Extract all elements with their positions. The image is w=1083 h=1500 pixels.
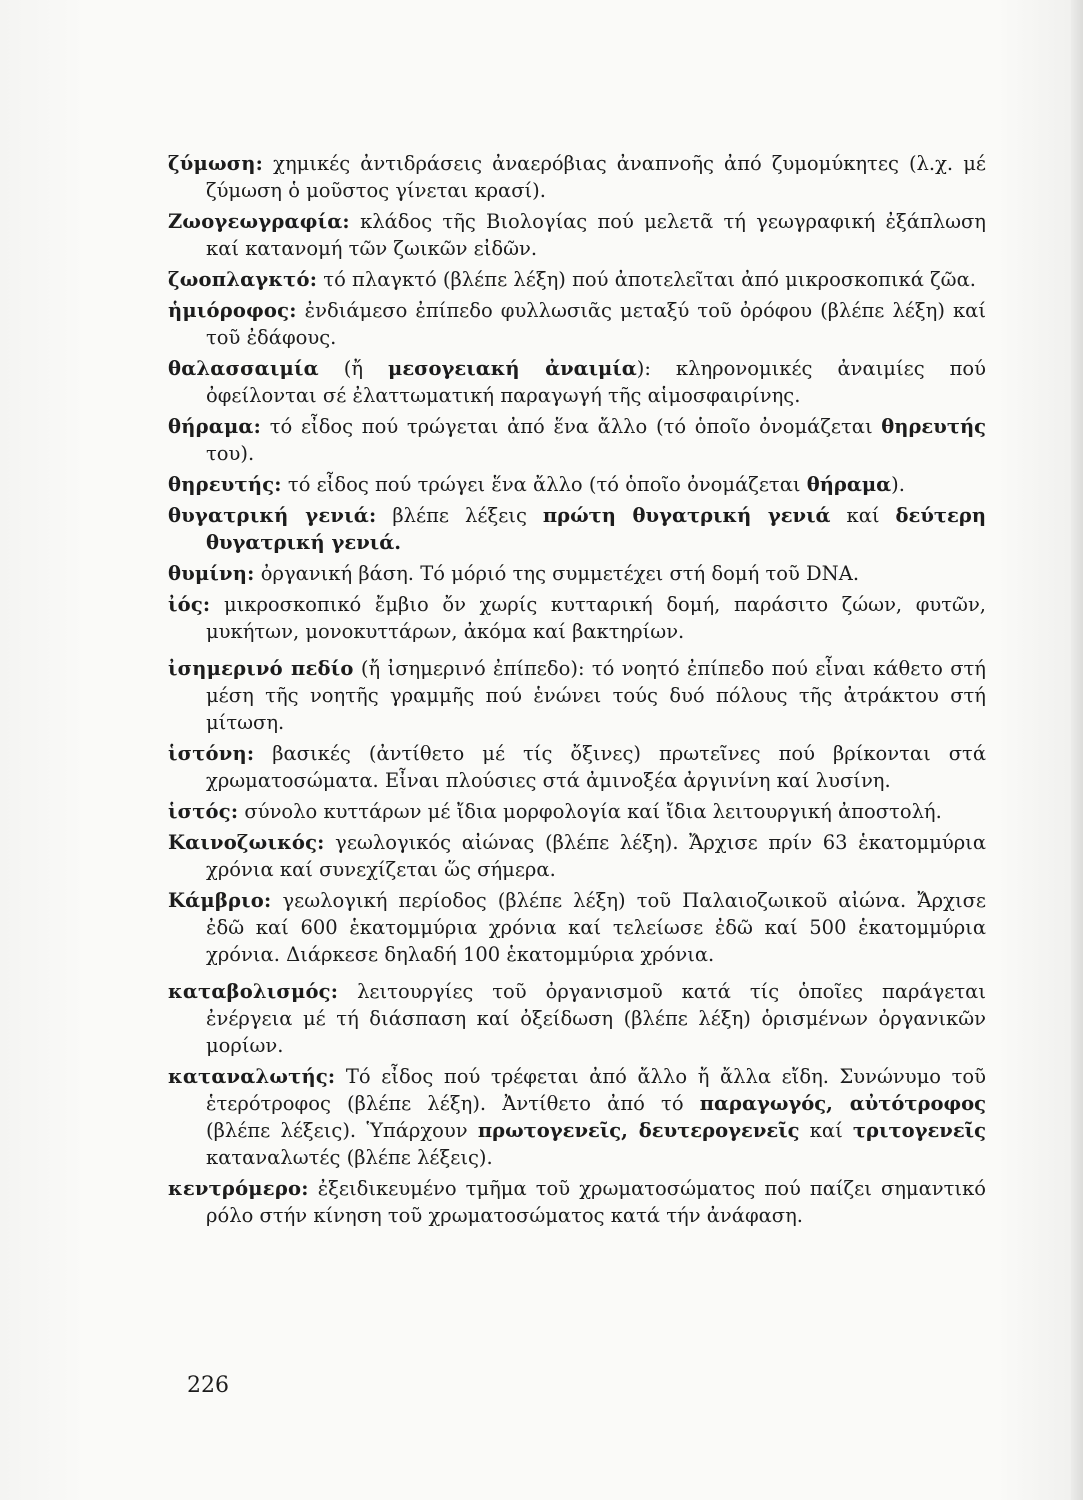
glossary-entry (168, 502, 986, 556)
definition-text: καταναλωτές (βλέπε λέξεις). (206, 1146, 493, 1169)
definition-text: λειτουργίες τοῦ ὀργανισμοῦ κατά τίς ὁποῖες παράγεται ἐνέργεια μέ τή διάσπαση καί ὀξείδωση (βλέπε λέξη) ὁρισμένων ὀργανικῶν μορίων. (206, 980, 986, 1057)
glossary-entry (168, 297, 986, 351)
glossary-entry (168, 655, 986, 736)
glossary-entry (168, 1063, 986, 1171)
definition-text: τό πλαγκτό (βλέπε λέξη) πού ἀποτελεῖται ἀπό μικροσκοπικά ζῶα. (317, 268, 976, 291)
page-edge-shadow (1071, 0, 1083, 1500)
glossary-entry (168, 355, 986, 409)
definition-text: του). (206, 442, 255, 465)
bold-reference: τριτογενεῖς (852, 1119, 986, 1142)
definition-text: ἐξειδικευμένο τμῆμα τοῦ χρωματοσώματος πού παίζει σημαντικό ρόλο στήν κίνηση τοῦ χρωματοσώματος κατά τήν ἀνάφαση. (206, 1177, 986, 1227)
bold-reference: μεσογειακή ἀναιμία (388, 357, 637, 380)
glossary-term: Καινοζωικός: (168, 831, 325, 854)
definition-text: βασικές (ἀντίθετο μέ τίς ὄξινες) πρωτεῖνες πού βρίκονται στά χρωματοσώματα. Εἶναι πλούσιες στά ἀμινοξέα ἀργινίνη καί λυσίνη. (206, 742, 986, 792)
glossary-term: ζύμωση: (168, 152, 264, 175)
definition-text: σύνολο κυττάρων μέ ἴδια μορφολογία καί ἴδια λειτουργική ἀποστολή. (238, 800, 942, 823)
glossary-list (168, 150, 986, 1233)
glossary-entry (168, 740, 986, 794)
definition-text: γεωλογική περίοδος (βλέπε λέξη) τοῦ Παλαιοζωικοῦ αἰώνα. Ἄρχισε ἐδῶ καί 600 ἑκατομμύρια χρόνια καί τελείωσε ἐδῶ καί 500 ἑκατομμύρια χρόνια. Διάρκεσε δηλαδή 100 ἑκατομμύρια χρόνια. (206, 889, 986, 966)
definition-text: μικροσκοπικό ἔμβιο ὄν χωρίς κυτταρική δομή, παράσιτο ζώων, φυτῶν, μυκήτων, μονοκυττάρων, ἀκόμα καί βακτηρίων. (206, 593, 986, 643)
glossary-entry (168, 150, 986, 204)
glossary-entry (168, 560, 986, 587)
glossary-term: θαλασσαιμία (168, 357, 319, 380)
glossary-entry (168, 266, 986, 293)
glossary-term: κεντρόμερο: (168, 1177, 309, 1200)
glossary-entry (168, 798, 986, 825)
definition-text: (βλέπε λέξεις). Ὑπάρχουν (206, 1119, 478, 1142)
glossary-term: Ζωογεωγραφία: (168, 210, 350, 233)
glossary-term: καταναλωτής: (168, 1065, 336, 1088)
glossary-term: θυγατρική γενιά: (168, 504, 377, 527)
definition-text: τό εἶδος πού τρώγει ἕνα ἄλλο (τό ὁποῖο ὀνομάζεται (281, 473, 807, 496)
bold-reference: θηρευτής (881, 415, 986, 438)
glossary-term: ἰσημερινό πεδίο (168, 657, 354, 680)
glossary-entry (168, 413, 986, 467)
definition-text: χημικές ἀντιδράσεις ἀναερόβιας ἀναπνοῆς ἀπό ζυμομύκητες (λ.χ. μέ ζύμωση ὁ μοῦστος γίνεται κρασί). (206, 152, 986, 202)
page-number: 226 (187, 1373, 229, 1398)
glossary-entry (168, 887, 986, 968)
glossary-entry (168, 208, 986, 262)
glossary-term: ζωοπλαγκτό: (168, 268, 318, 291)
definition-text: ὀργανική βάση. Τό μόριό της συμμετέχει στή δομή τοῦ DNA. (254, 562, 860, 585)
definition-text: ): κληρονομικές ἀναιμίες πού ὀφείλονται σέ ἐλαττωματική παραγωγή τῆς αἱμοσφαιρίνης. (206, 357, 987, 407)
definition-text: Τό εἶδος πού τρέφεται ἀπό ἄλλο ἤ ἄλλα εἴδη. Συνώνυμο τοῦ ἑτερότροφος (βλέπε λέξη). Ἀντίθετο ἀπό τό (206, 1065, 986, 1115)
glossary-entry (168, 1175, 986, 1229)
glossary-term: ἡμιόροφος: (168, 299, 297, 322)
glossary-term: καταβολισμός: (168, 980, 339, 1003)
definition-text: κλάδος τῆς Βιολογίας πού μελετᾶ τή γεωγραφική ἐξάπλωση καί κατανομή τῶν ζωικῶν εἰδῶν. (206, 210, 986, 260)
definition-text: ἐνδιάμεσο ἐπίπεδο φυλλωσιᾶς μεταξύ τοῦ ὀρόφου (βλέπε λέξη) καί τοῦ ἐδάφους. (206, 299, 986, 349)
glossary-term: ἰός: (168, 593, 211, 616)
bold-reference: πρωτογενεῖς, δευτερογενεῖς (477, 1119, 800, 1142)
definition-text: βλέπε λέξεις (376, 504, 543, 527)
definition-text: καί (799, 1119, 853, 1142)
bold-reference: δεύτερη θυγατρική γενιά. (206, 504, 986, 554)
definition-text: καί (830, 504, 896, 527)
definition-text: (ἤ (318, 357, 389, 380)
glossary-term: ἱστόνη: (168, 742, 255, 765)
bold-reference: πρώτη θυγατρική γενιά (542, 504, 831, 527)
glossary-entry (168, 978, 986, 1059)
definition-text: τό εἶδος πού τρώγεται ἀπό ἕνα ἄλλο (τό ὁποῖο ὀνομάζεται (261, 415, 882, 438)
glossary-entry (168, 829, 986, 883)
glossary-term: θηρευτής: (168, 473, 282, 496)
definition-text: ). (891, 473, 905, 496)
definition-text: γεωλογικός αἰώνας (βλέπε λέξη). Ἄρχισε πρίν 63 ἑκατομμύρια χρόνια καί συνεχίζεται ὥς σήμερα. (206, 831, 986, 881)
bold-reference: παραγωγός, αὐτότροφος (699, 1092, 986, 1115)
definition-text: (ἤ ἰσημερινό ἐπίπεδο): τό νοητό ἐπίπεδο πού εἶναι κάθετο στή μέση τῆς νοητῆς γραμμῆς πού ἑνώνει τούς δυό πόλους τῆς ἀτράκτου στή μίτωση. (206, 657, 986, 734)
glossary-term: ἱστός: (168, 800, 239, 823)
bold-reference: θήραμα (806, 473, 892, 496)
glossary-term: θήραμα: (168, 415, 262, 438)
glossary-term: Κάμβριο: (168, 889, 272, 912)
glossary-entry (168, 471, 986, 498)
glossary-term: θυμίνη: (168, 562, 255, 585)
glossary-entry (168, 591, 986, 645)
